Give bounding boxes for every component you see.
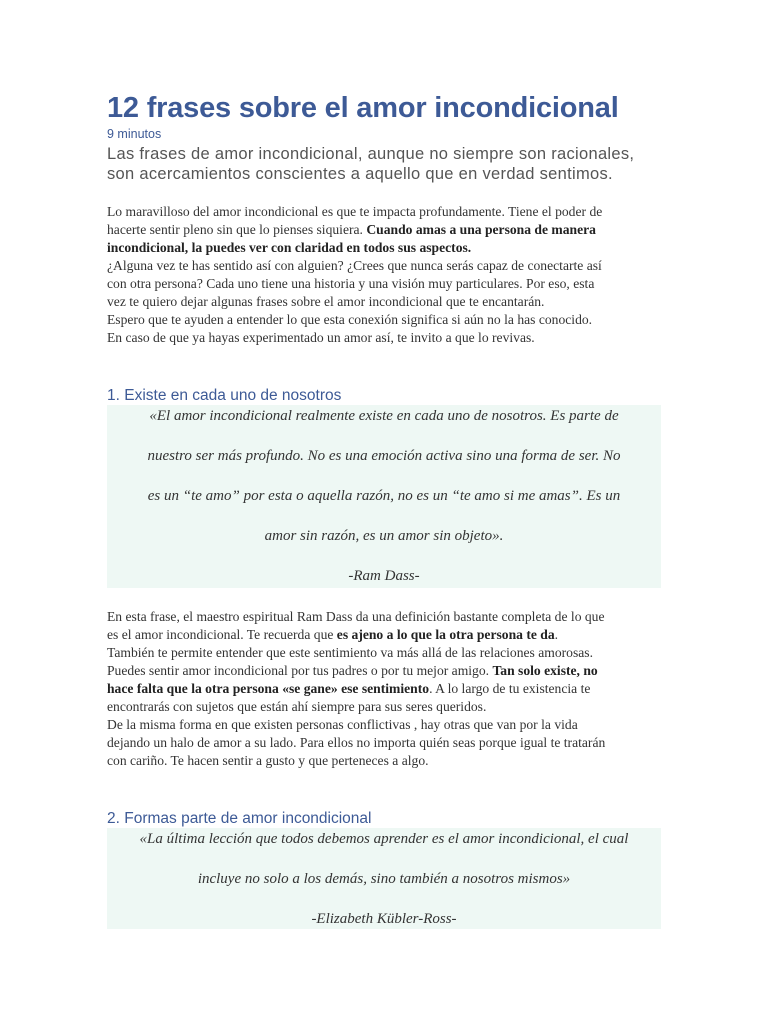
text-line [107,329,602,347]
bold-text: hace falta que la otra persona «se gane» ese sentimiento [107,681,430,696]
text-segment: dejando un halo de amor a su lado. Para ellos no importa quién seas porque igual te tratarán [107,735,606,750]
section-1-body [107,608,605,770]
text-segment: Puedes sentir amor incondicional por tus padres o por tu mejor amigo. [107,663,493,678]
reading-time: 9 minutos [107,127,162,141]
subtitle-line: son acercamientos conscientes a aquello que en verdad sentimos. [107,165,613,183]
text-line [107,752,605,770]
text-segment: con otra persona? Cada uno tiene una historia y una visión muy particulares. Por eso, esta [107,276,595,291]
section-1-heading: 1. Existe en cada uno de nosotros [107,387,342,404]
section-1-quote [107,405,661,588]
text-segment: . A lo largo de tu existencia te [429,681,591,696]
text-segment: vez te quiero dejar algunas frases sobre el amor incondicional que te encantarán. [107,294,545,309]
text-line [107,239,602,257]
text-line [107,311,602,329]
article-title: 12 frases sobre el amor incondicional [107,92,619,124]
text-segment: encontrarás con sujetos que están ahí siempre para sus seres queridos. [107,699,487,714]
text-segment: De la misma forma en que existen personas conflictivas , hay otras que van por la vida [107,717,578,732]
quote-author: -Ram Dass- [348,568,420,584]
text-line [107,608,605,626]
quote-line: amor sin razón, es un amor sin objeto». [264,528,504,544]
quote-line: nuestro ser más profundo. No es una emoción activa sino una forma de ser. No [147,448,621,464]
text-segment: con cariño. Te hacen sentir a gusto y que perteneces a algo. [107,753,429,768]
text-line [107,680,605,698]
text-line [107,662,605,680]
bold-text: es ajeno a lo que la otra persona te da [336,627,555,642]
quote-line: incluye no solo a los demás, sino también a nosotros mismos» [197,871,571,887]
quote-author: -Elizabeth Kübler-Ross- [311,911,457,927]
text-line [107,716,605,734]
intro-paragraph [107,203,602,347]
text-line [107,221,602,239]
article-subtitle [107,144,634,184]
text-segment: En caso de que ya hayas experimentado un amor así, te invito a que lo revivas. [107,330,535,345]
text-line [107,626,605,644]
text-segment: hacerte sentir pleno sin que lo pienses siquiera. [107,222,367,237]
bold-text: incondicional, la puedes ver con claridad en todos sus aspectos. [107,240,472,255]
quote-line: «El amor incondicional realmente existe en cada uno de nosotros. Es parte de [149,408,619,424]
quote-line: es un “te amo” por esta o aquella razón, no es un “te amo si me amas”. Es un [147,488,621,504]
text-segment: Lo maravilloso del amor incondicional es que te impacta profundamente. Tiene el poder de [107,204,603,219]
quote-line: «La última lección que todos debemos aprender es el amor incondicional, el cual [139,831,629,847]
text-line [107,698,605,716]
text-line [107,734,605,752]
text-line [107,275,602,293]
bold-text: Tan solo existe, no [492,663,598,678]
text-segment: En esta frase, el maestro espiritual Ram Dass da una definición bastante completa de lo que [107,609,605,624]
text-segment: ¿Alguna vez te has sentido así con alguien? ¿Crees que nunca serás capaz de conectarte así [107,258,602,273]
text-segment: es el amor incondicional. Te recuerda que [107,627,337,642]
section-2-heading: 2. Formas parte de amor incondicional [107,810,372,827]
text-segment: . [554,627,559,642]
text-line [107,644,605,662]
subtitle-line: Las frases de amor incondicional, aunque no siempre son racionales, [107,145,635,163]
text-line [107,293,602,311]
text-segment: Espero que te ayuden a entender lo que esta conexión significa si aún no la has conocido. [107,312,593,327]
text-segment: También te permite entender que este sentimiento va más allá de las relaciones amorosas. [107,645,593,660]
bold-text: Cuando amas a una persona de manera [366,222,596,237]
section-2-quote [107,828,661,929]
text-line [107,203,602,221]
text-line [107,257,602,275]
